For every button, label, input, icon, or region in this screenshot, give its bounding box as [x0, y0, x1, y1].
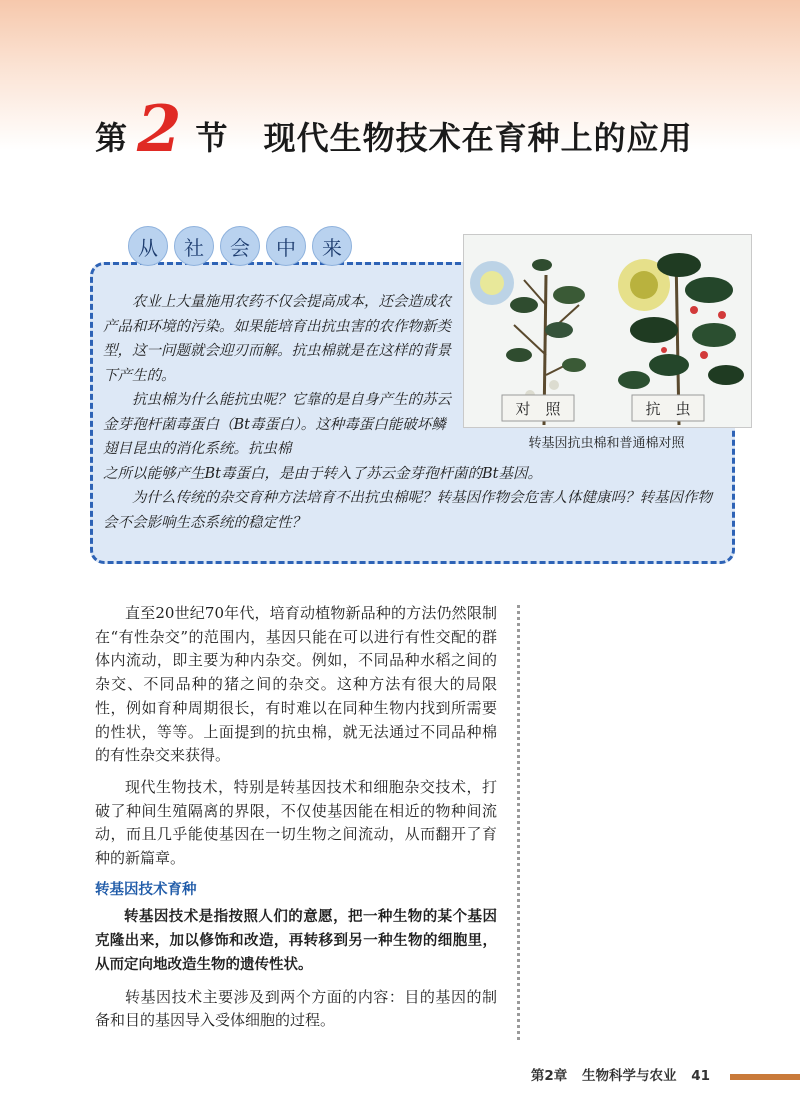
photo-caption: 转基因抗虫棉和普通棉对照	[528, 436, 685, 451]
section-prefix: 第	[95, 119, 128, 157]
box-title-char: 来	[312, 226, 352, 266]
footer-chapter-title: 生物科学与农业	[582, 1068, 677, 1084]
section-number: 2	[137, 92, 182, 167]
subsection-heading: 转基因技术育种	[95, 881, 197, 898]
section-title	[95, 92, 775, 167]
box-title-char: 会	[220, 226, 260, 266]
paragraph-1: 直至20世纪70年代，培育动植物新品种的方法仍然限制在“有性杂交”的范围内，基因只能在可以进行有性交配的群体内流动，即主要为种内杂交。例如，不同品种水稻之间的杂交、不同品种的猪之间的杂交。这种方法有很大的局限性，例如育种周期很长，有时难以在同种生物内找到所需要的性状，等等。上面提到的抗虫棉，就无法通过不同品种棉的有性杂交来获得。	[95, 604, 497, 765]
main-text	[95, 602, 497, 1041]
box-paragraph-2b: 之所以能够产生Bt毒蛋白，是由于转入了苏云金芽孢杆菌的Bt基因。	[103, 465, 542, 482]
footer-bar	[730, 1074, 800, 1080]
photo-label-control: 对 照	[515, 400, 561, 418]
section-title-text: 现代生物技术在育种上的应用	[263, 119, 693, 157]
page-footer	[0, 1060, 800, 1090]
paragraph-2: 现代生物技术，特别是转基因技术和细胞杂交技术，打破了种间生殖隔离的界限，不仅使基因能在相近的物种间流动，而且几乎能使基因在一切生物之间流动，从而翻开了育种的新篇章。	[95, 777, 497, 868]
box-paragraph-2a: 抗虫棉为什么能抗虫呢？它靠的是自身产生的苏云金芽孢杆菌毒蛋白（Bt毒蛋白）。这种毒蛋白能破坏鳞翅目昆虫的消化系统。抗虫棉	[103, 392, 451, 457]
paragraph-3-definition: 转基因技术是指按照人们的意愿，把一种生物的某个基因克隆出来，加以修饰和改造，再转移到另一种生物的细胞里，从而定向地改造生物的遗传性状。	[95, 909, 497, 973]
section-suffix: 节	[195, 119, 228, 157]
column-divider	[517, 605, 520, 1040]
page-number: 41	[691, 1068, 710, 1084]
paragraph-4: 转基因技术主要涉及到两个方面的内容：目的基因的制备和目的基因导入受体细胞的过程。	[95, 987, 497, 1030]
photo-label-resistant: 抗 虫	[645, 400, 691, 418]
box-paragraph-3: 为什么传统的杂交育种方法培育不出抗虫棉呢？转基因作物会危害人体健康吗？转基因作物会不会影响生态系统的稳定性？	[103, 490, 712, 531]
box-title	[128, 228, 352, 264]
footer-chapter: 第2章	[530, 1068, 568, 1084]
box-text	[103, 290, 713, 535]
box-title-char: 社	[174, 226, 214, 266]
footer-label	[521, 1064, 710, 1084]
box-title-char: 中	[266, 226, 306, 266]
box-title-char: 从	[128, 226, 168, 266]
box-paragraph-1: 农业上大量施用农药不仅会提高成本，还会造成农产品和环境的污染。如果能培育出抗虫害的农作物新类型，这一问题就会迎刃而解。抗虫棉就是在这样的背景下产生的。	[103, 294, 451, 384]
